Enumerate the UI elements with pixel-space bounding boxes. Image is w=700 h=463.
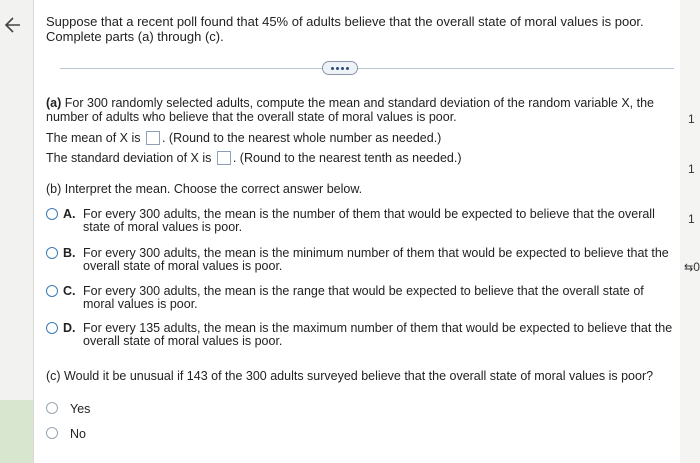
part-c-prompt: (c) Would it be unusual if 143 of the 300 adults surveyed believe that the overall state of moral values is poor? [46, 369, 654, 383]
back-arrow-icon[interactable] [4, 14, 26, 36]
swap-arrow-icon: ⇆ [684, 262, 694, 274]
radio-icon[interactable] [46, 247, 58, 259]
mean-row [46, 131, 441, 145]
left-panel-highlight [0, 400, 33, 463]
radio-icon[interactable] [46, 402, 58, 414]
sd-row [46, 151, 462, 165]
mean-hint: . (Round to the nearest whole number as needed.) [161, 131, 442, 145]
more-button[interactable] [322, 61, 358, 75]
right-number: 1 [688, 112, 695, 126]
part-a-prompt: (a) For 300 randomly selected adults, compute the mean and standard deviation of the random variable X, the number of adults who believe that the overall state of moral values is poor. [46, 96, 655, 124]
right-number: 1 [688, 212, 695, 226]
right-number: 1 [688, 162, 695, 176]
question-panel: Suppose that a recent poll found that 45% of adults believe that the overall state of moral values is poor. Complete parts (a) through (c). (a) For 300 randomly selected adults, compute the mean and standard deviation of the random variable X, the number of adults who believe that the overall state of moral values is poor. The mean of X is . (Round to the nearest whole number as needed.) The standard deviation of X is . (Round to the nearest tenth as needed.) (b) Interpret the mean. Choose the correct answer below. A. For every 300 adults, the mean is the number of them that would be expected to believe that the overall state of moral values is poor. B. For every 300 adults, the mean is the minimum number of them that would be expected to believe that the overall state of moral values is poor. C. For every 300 adults, the mean is the range that would be expected to believe that the overall state of moral values is poor. D. For every 135 adults, the mean is the maximum number of them that would be expected to believe that the overall state of moral values is poor. (c) Would it be unusual if 143 of the 300 adults surveyed believe that the overall state of moral values is poor? Yes No [34, 0, 680, 463]
left-panel [0, 0, 34, 463]
sd-label: The standard deviation of X is [46, 151, 212, 165]
radio-icon[interactable] [46, 285, 58, 297]
right-number: ⇆0 [684, 260, 700, 274]
part-b-prompt: (b) Interpret the mean. Choose the correct answer below. [46, 182, 363, 196]
mean-label: The mean of X is [46, 131, 141, 145]
radio-icon[interactable] [46, 322, 58, 334]
mean-input[interactable] [146, 131, 160, 145]
sd-input[interactable] [217, 151, 231, 165]
radio-icon[interactable] [46, 208, 58, 220]
right-panel [680, 0, 700, 463]
radio-icon[interactable] [46, 427, 58, 439]
sd-hint: . (Round to the nearest tenth as needed.) [232, 151, 462, 165]
section-divider [60, 68, 674, 69]
question-text: Suppose that a recent poll found that 45% of adults believe that the overall state of moral values is poor. Complete parts (a) through (c). [46, 14, 644, 44]
ellipsis-icon [331, 67, 349, 70]
